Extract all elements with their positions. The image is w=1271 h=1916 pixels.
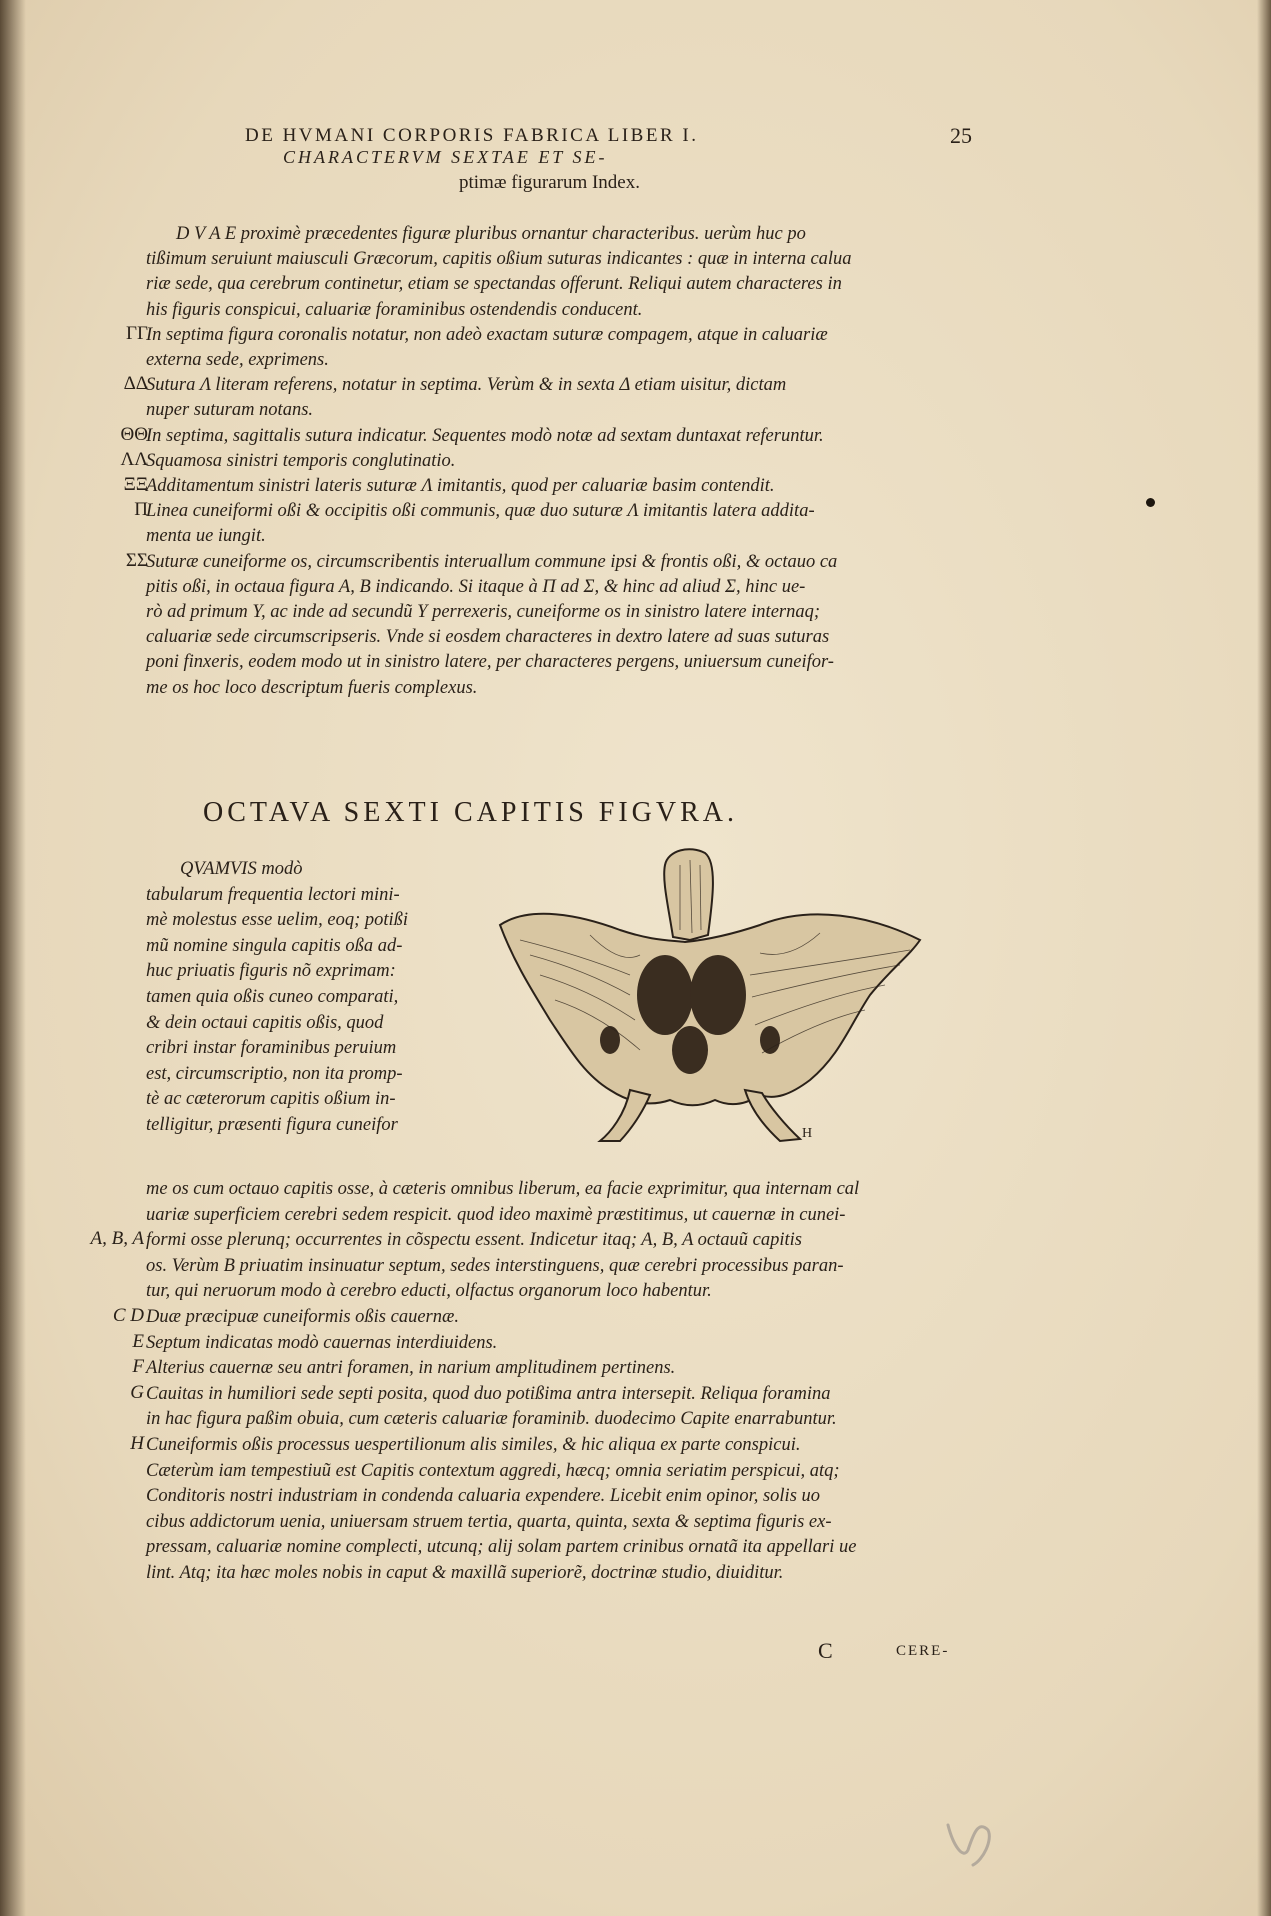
side-text-line: mè molestus esse uelim, eoq; potißi [146, 910, 409, 930]
legend-mark: E [132, 1331, 144, 1352]
legend-line: cibus addictorum uenia, uniuersam struem tertia, quarta, quinta, sexta & septima figuris ex- [146, 1512, 832, 1532]
legend-line: Septum indicatas modò cauernas interdiuidens. [146, 1333, 498, 1353]
index-line: In septima, sagittalis sutura indicatur. Sequentes modò notæ ad sextam duntaxat referuntur. [146, 426, 824, 446]
legend-line: os. Verùm B priuatim insinuatur septum, sedes interstinguens, quæ cerebri processibus paran- [146, 1256, 844, 1276]
legend-mark: H [130, 1433, 144, 1454]
page-number: 25 [950, 123, 972, 148]
legend-line: Duæ præcipuæ cuneiformis oßis cauernæ. [146, 1307, 459, 1327]
legend-line: Alterius cauernæ seu antri foramen, in narium amplitudinem pertinens. [146, 1358, 676, 1378]
index-line: menta ue iungit. [146, 526, 266, 546]
legend-mark: F [132, 1356, 144, 1377]
side-text-line: cribri instar foraminibus peruium [146, 1038, 397, 1058]
index-line: rò ad primum Υ, ac inde ad secundũ Υ perrexeris, cuneiforme os in sinistro latere internaq; [146, 602, 821, 622]
index-mark: ΘΘ [120, 424, 148, 445]
signature-mark: C [818, 1638, 833, 1663]
legend-line: in hac figura paßim obuia, cum cæteris caluariæ foraminib. duodecimo Capite enarrabuntur. [146, 1409, 837, 1429]
index-line: Linea cuneiformi oßi & occipitis oßi communis, quæ duo suturæ Λ imitantis latera addita- [146, 501, 815, 521]
index-line: caluariæ sede circumscripseris. Vnde si eosdem characteres in dextro latere ad suas suturas [146, 627, 830, 647]
catchword: CERE- [896, 1643, 950, 1659]
pencil-scribble-icon [933, 1805, 1003, 1875]
index-line: Squamosa sinistri temporis conglutinatio. [146, 451, 456, 471]
index-line: In septima figura coronalis notatur, non adeò exactam suturæ compagem, atque in caluariæ [146, 325, 828, 345]
side-text-line: telligitur, præsenti figura cuneifor [146, 1115, 398, 1135]
side-text-line: QVAMVIS modò [180, 859, 303, 879]
side-text-line: tamen quia oßis cuneo comparati, [146, 987, 399, 1007]
legend-line: Cuneiformis oßis processus uespertilionum alis similes, & hic aliqua ex parte conspicui. [146, 1435, 801, 1455]
index-line: Sutura Λ literam referens, notatur in septima. Verùm & in sexta Δ etiam uisitur, dictam [146, 375, 787, 395]
side-text-line: tabularum frequentia lectori mini- [146, 885, 400, 905]
index-line: tißimum seruiunt maiusculi Græcorum, capitis oßium suturas indicantes : quæ in interna calua [146, 249, 852, 269]
index-mark: Π [134, 499, 148, 520]
legend-mark: A, B, A [90, 1228, 144, 1249]
sphenoid-bone-woodcut-icon [490, 845, 940, 1145]
index-line: nuper suturam notans. [146, 400, 314, 420]
running-title: DE HVMANI CORPORIS FABRICA LIBER I. [245, 125, 699, 146]
index-mark: ΞΞ [123, 474, 148, 495]
side-text-line: huc priuatis figuris nõ exprimam: [146, 961, 396, 981]
index-mark: ΛΛ [120, 449, 148, 470]
index-line: pitis oßi, in octaua figura A, B indicando. Si itaque à Π ad Σ, & hinc ad aliud Σ, hinc ue- [146, 577, 806, 597]
index-line: Suturæ cuneiforme os, circumscribentis interuallum commune ipsi & frontis oßi, & octauo ca [146, 552, 838, 572]
index-mark: ΔΔ [123, 373, 148, 394]
legend-line: tur, qui neruorum modo à cerebro educti, olfactus organorum loco habentur. [146, 1281, 712, 1301]
side-text-line: mũ nomine singula capitis oßa ad- [146, 936, 403, 956]
legend-line: me os cum octauo capitis osse, à cæteris omnibus liberum, ea facie exprimitur, qua internam cal [146, 1179, 860, 1199]
legend-mark: C D [112, 1305, 144, 1326]
index-mark: ΓΓ [126, 323, 148, 344]
index-mark: ΣΣ [125, 550, 148, 571]
legend-mark: G [130, 1382, 144, 1403]
legend-line: uariæ superficiem cerebri sedem respicit. quod ideo maximè præstitimus, ut cauernæ in cunei- [146, 1205, 846, 1225]
index-line: riæ sede, qua cerebrum continetur, etiam se spectandas offerunt. Reliqui autem characteres in [146, 274, 842, 294]
index-line: D V A E proximè præcedentes figuræ pluribus ornantur characteribus. uerùm huc po [176, 224, 806, 244]
side-text-line: & dein octaui capitis oßis, quod [146, 1013, 384, 1033]
ink-speck [1146, 498, 1155, 507]
side-text-line: est, circumscriptio, non ita promp- [146, 1064, 403, 1084]
legend-line: lint. Atq; ita hæc moles nobis in caput & maxillã superiorẽ, doctrinæ studio, diuiditur. [146, 1563, 784, 1583]
subtitle-line-1: CHARACTERVM SEXTAE ET SE- [283, 147, 608, 167]
legend-line: Conditoris nostri industriam in condenda caluaria expendere. Licebit enim opinor, solis uo [146, 1486, 821, 1506]
index-line: Additamentum sinistri lateris suturæ Λ imitantis, quod per caluariæ basim contendit. [146, 476, 775, 496]
index-line: poni finxeris, eodem modo ut in sinistro latere, per characteres pergens, uniuersum cuneifor- [146, 652, 834, 672]
subtitle-line-2: ptimæ figurarum Index. [459, 172, 640, 193]
legend-line: Cauitas in humiliori sede septi posita, quod duo potißima antra intersepit. Reliqua foramina [146, 1384, 831, 1404]
section-heading: OCTAVA SEXTI CAPITIS FIGVRA. [203, 797, 739, 828]
legend-line: formi osse plerunq; occurrentes in cõspectu essent. Indicetur itaq; A, B, A octauũ capitis [146, 1230, 802, 1250]
legend-line: Cæterùm iam tempestiuũ est Capitis contextum aggredi, hæcq; omnia seriatim perspicui, atq; [146, 1461, 840, 1481]
index-line: externa sede, exprimens. [146, 350, 329, 370]
figure-label-h: H [802, 1126, 813, 1141]
legend-line: pressam, caluariæ nomine complecti, utcunq; alij solam partem crinibus ornatã ita appellari ue [146, 1537, 857, 1557]
index-line: his figuris conspicui, caluariæ foraminibus ostendendis conducent. [146, 300, 643, 320]
side-text-line: tè ac cæterorum capitis oßium in- [146, 1089, 396, 1109]
index-line: me os hoc loco descriptum fueris complexus. [146, 678, 478, 698]
